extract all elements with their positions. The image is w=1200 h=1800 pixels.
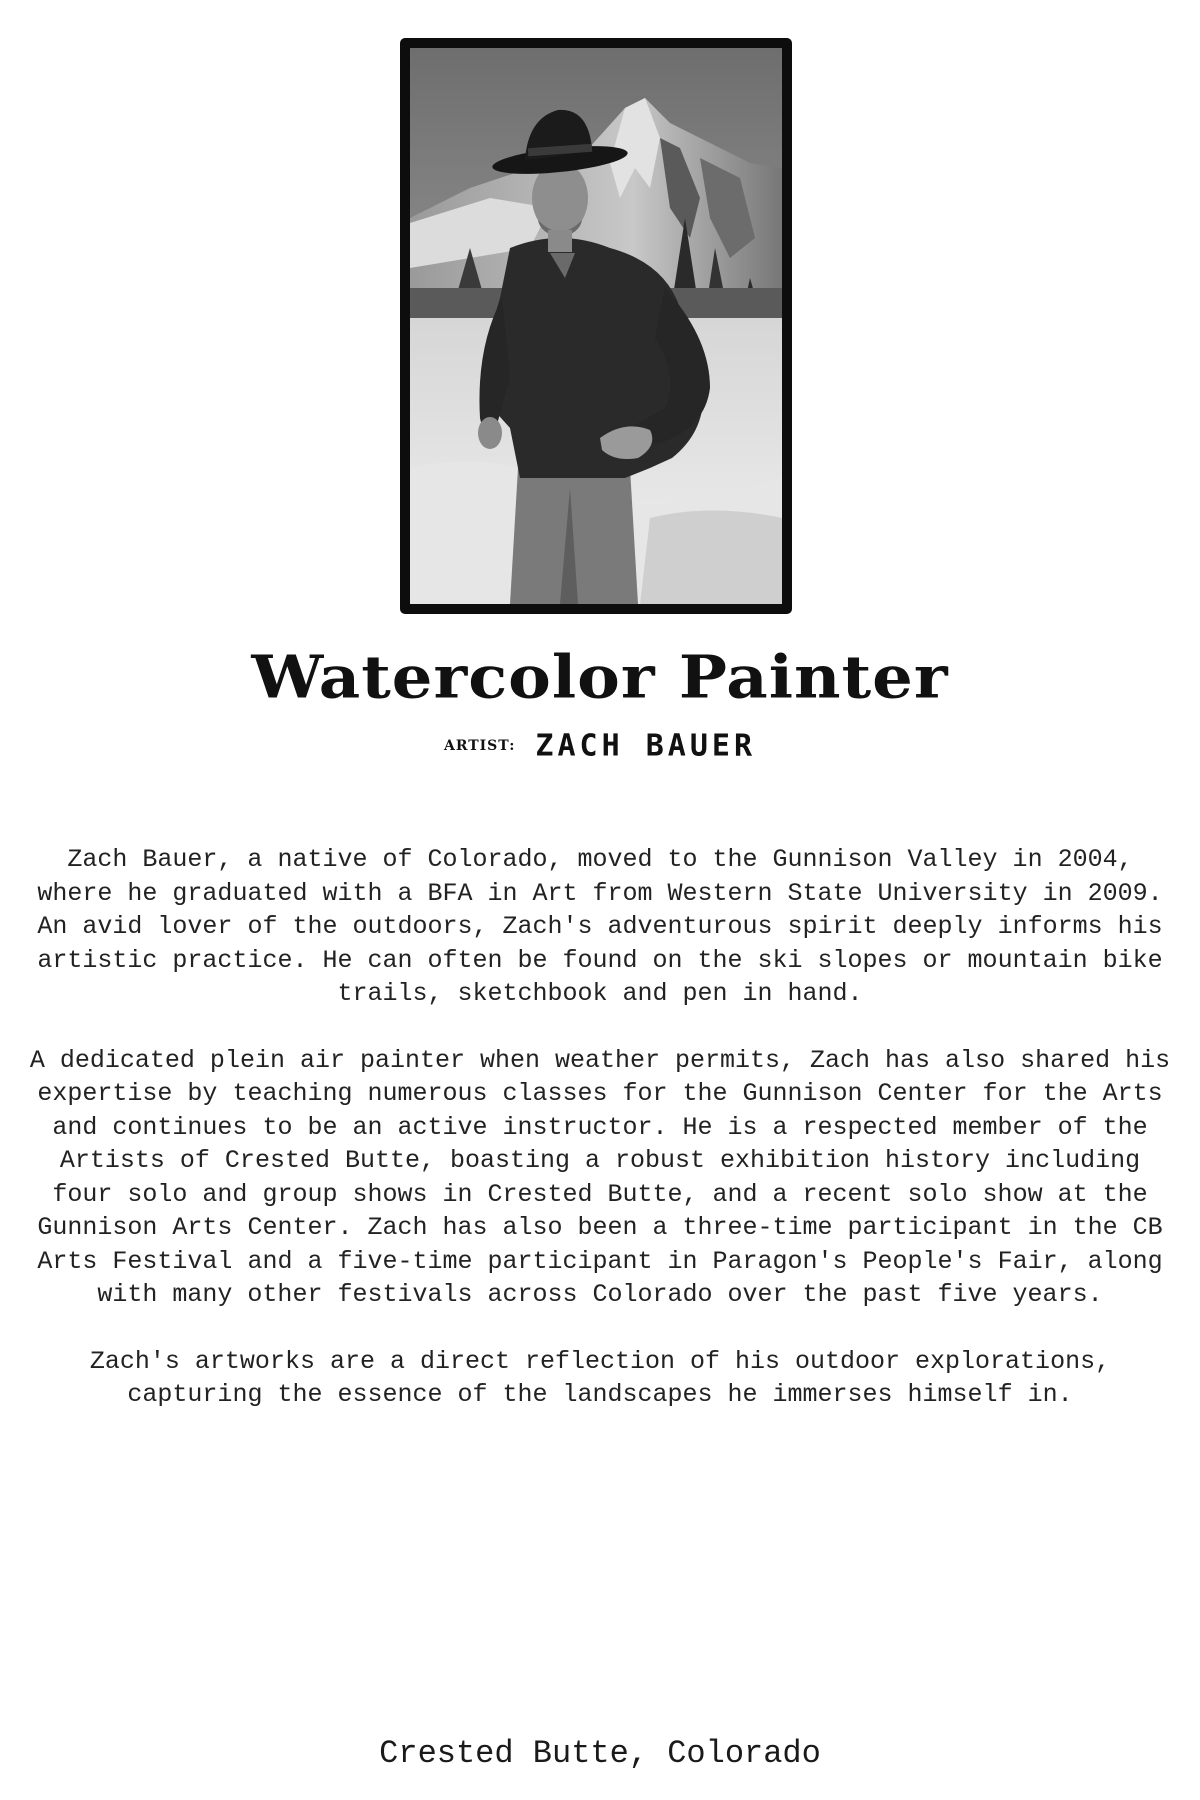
artist-biography [25, 843, 1175, 1412]
artist-portrait-photo [410, 48, 782, 604]
title-first-word: Watercolor [251, 643, 656, 713]
page-title [0, 643, 1200, 713]
bio-paragraph: A dedicated plein air painter when weather permits, Zach has also shared his expertise by teaching numerous classes for the Gunnison Center for the Arts and continues to be an active instructor. He is a respected member of the Artists of Crested Butte, boasting a robust exhibition history including four solo and group shows in Crested Butte, and a recent solo show at the Gunnison Arts Center. Zach has also been a three-time participant in the CB Arts Festival and a five-time participant in Paragon's People's Fair, along with many other festivals across Colorado over the past five years. [29, 1045, 1171, 1309]
artist-label: ARTIST: [443, 738, 516, 755]
bio-paragraph: Zach Bauer, a native of Colorado, moved to the Gunnison Valley in 2004, where he graduated with a BFA in Art from Western State University in 2009. An avid lover of the outdoors, Zach's adventurous spirit deeply informs his artistic practice. He can often be found on the ski slopes or mountain bike trails, sketchbook and pen in hand. [37, 845, 1163, 1008]
location-footer: Crested Butte, Colorado [379, 1735, 821, 1772]
bio-paragraph: Zach's artworks are a direct reflection of his outdoor explorations, capturing the essence of the landscapes he immerses himself in. [89, 1346, 1111, 1409]
artist-name: ZACH BAUER [535, 728, 757, 764]
artist-photo-frame [400, 38, 792, 614]
artist-byline [0, 726, 1200, 766]
title-second-word: Painter [678, 643, 949, 713]
